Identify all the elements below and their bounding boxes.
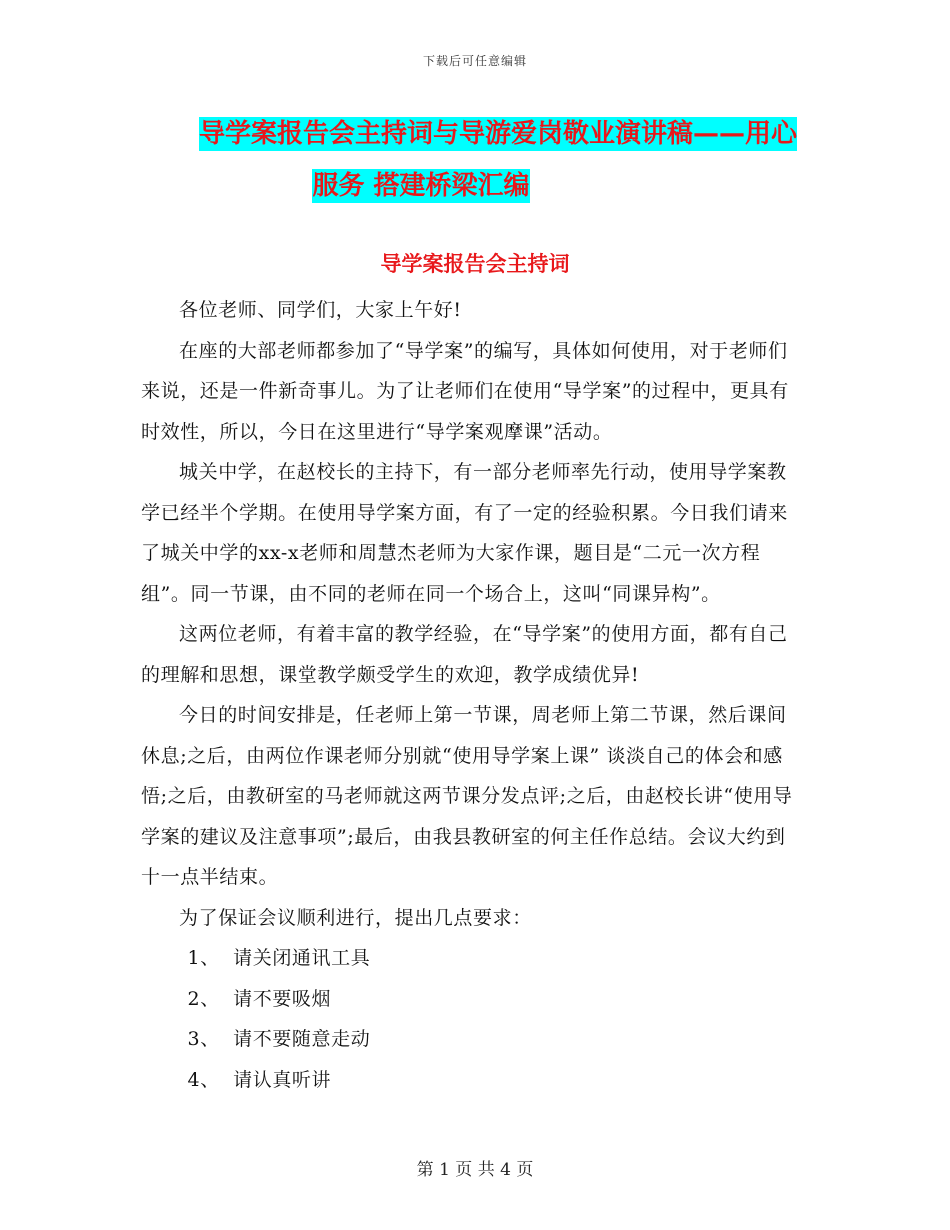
- paragraph-requirements: 为了保证会议顺利进行，提出几点要求：: [179, 906, 532, 929]
- page-number: 第 1 页 共 4 页: [416, 1160, 534, 1180]
- document-body: [141, 290, 801, 1100]
- paragraph-intro: 在座的大部老师都参加了“导学案”的编写，具体如何使用，对于老师们来说，还是一件新奇事儿。为了让老师们在使用“导学案”的过程中，更具有时效性，所以，今日在这里进行“导学案观摩课”活动。: [141, 339, 789, 443]
- document-title-line-2: 服务 搭建桥梁汇编: [312, 171, 530, 201]
- list-item: 1、 请关闭通讯工具: [187, 947, 371, 969]
- paragraph-schedule: 今日的时间安排是，任老师上第一节课，周老师上第二节课，然后课间休息;之后，由两位作课老师分别就“使用导学案上课” 谈淡自己的体会和感悟;之后，由教研室的马老师就这两节课分发点评;之后，由赵校长讲“使用导学案的建议及注意事项”;最后，由我县教研室的何主任作总结。会议大约到十一点半结束。: [141, 704, 793, 888]
- page-header-note: 下载后可任意编辑: [422, 54, 527, 68]
- paragraph-greeting: 各位老师、同学们，大家上午好!: [179, 299, 462, 321]
- list-item: 2、 请不要吸烟: [187, 987, 332, 1010]
- list-item: 3、 请不要随意走动: [187, 1028, 371, 1050]
- paragraph-background: 城关中学，在赵校长的主持下，有一部分老师率先行动，使用导学案教学已经半个学期。在使用导学案方面，有了一定的经验积累。今日我们请来了城关中学的xx-x老师和周慧杰老师为大家作课，题目是“二元一次方程组”。同一节课，由不同的老师在同一个场合上，这叫“同课异构”。: [141, 461, 788, 605]
- document-title: [0, 108, 950, 212]
- list-item: 4、 请认真听讲: [187, 1068, 332, 1091]
- section-title: 导学案报告会主持词: [380, 252, 570, 276]
- paragraph-teachers: 这两位老师，有着丰富的教学经验，在“导学案”的使用方面，都有自己的理解和思想，课堂教学颇受学生的欢迎，教学成绩优异!: [141, 623, 788, 686]
- document-title-line-1: 导学案报告会主持词与导游爱岗敬业演讲稿——用心: [198, 119, 797, 149]
